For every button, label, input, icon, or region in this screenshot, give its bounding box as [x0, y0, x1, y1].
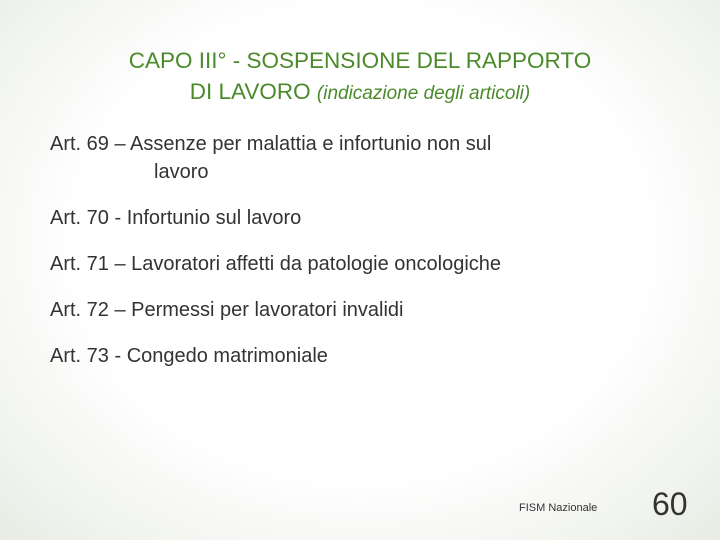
list-item-text: Art. 70 - Infortunio sul lavoro: [50, 207, 302, 229]
page-number: 60: [652, 486, 688, 522]
list-item-continuation: lavoro: [154, 161, 209, 183]
list-item: [50, 342, 690, 370]
list-item-text: Art. 69 – Assenze per malattia e infortunio non sul: [50, 133, 492, 155]
list-item: [50, 250, 690, 278]
list-item: [50, 296, 690, 324]
footer-text: FISM Nazionale: [519, 502, 598, 514]
slide-title: [20, 45, 700, 109]
list-item: [50, 130, 690, 186]
title-line-1: CAPO III° - SOSPENSIONE DEL RAPPORTO: [128, 48, 592, 73]
list-item-text: Art. 73 - Congedo matrimoniale: [50, 345, 328, 367]
title-subtitle: (indicazione degli articoli): [316, 83, 531, 104]
title-line-2: [20, 76, 700, 109]
article-list: [50, 130, 690, 388]
list-item: [50, 204, 690, 232]
list-item-text: Art. 72 – Permessi per lavoratori invalidi: [50, 299, 404, 321]
list-item-text: Art. 71 – Lavoratori affetti da patologie oncologiche: [50, 253, 502, 275]
title-line-2-text: DI LAVORO: [189, 79, 311, 104]
